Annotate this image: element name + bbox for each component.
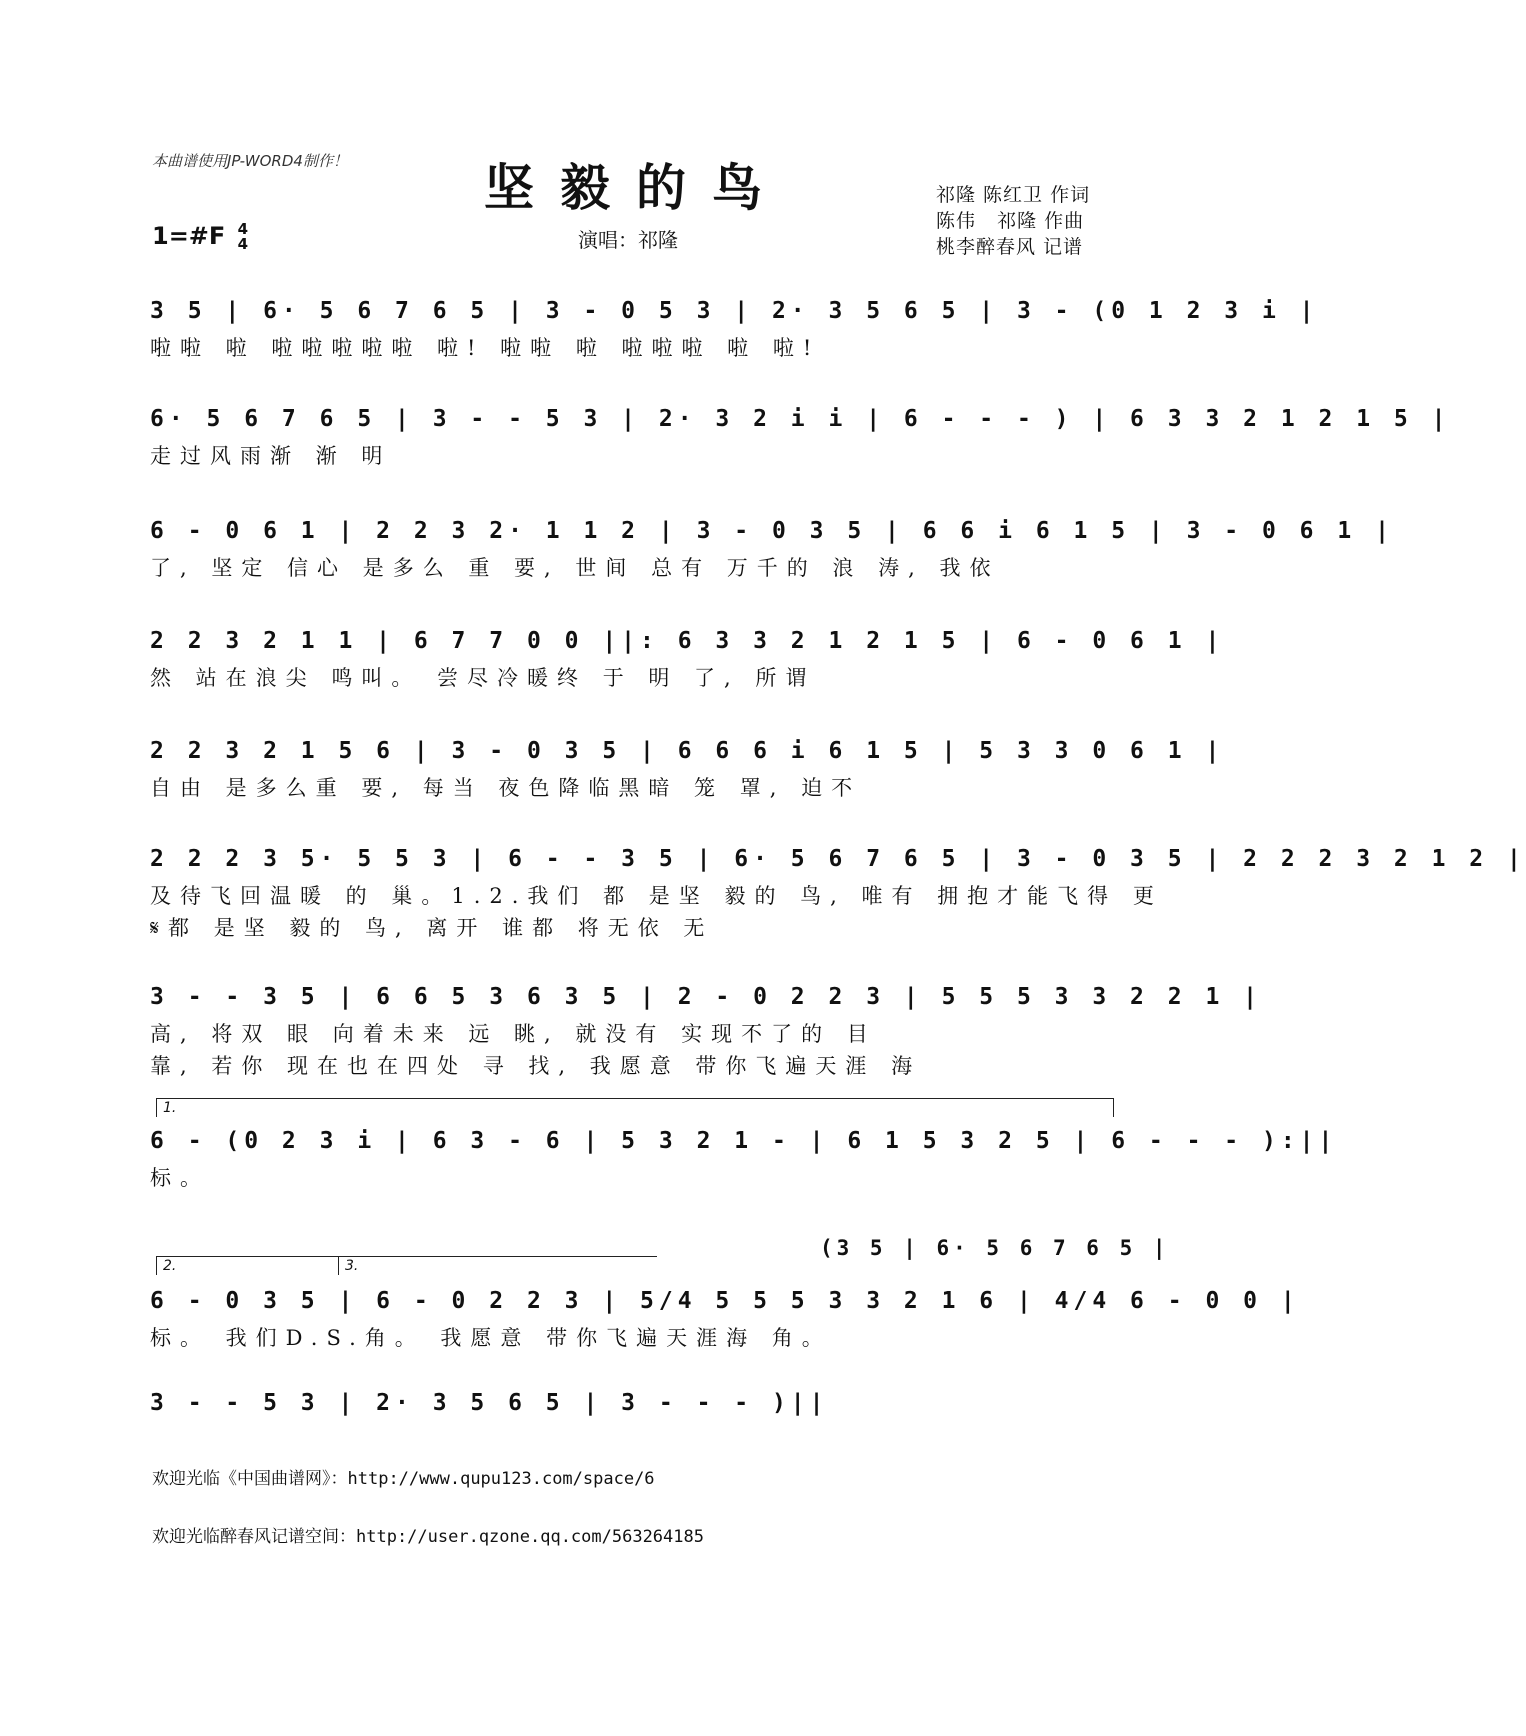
- score-system-8: [150, 1120, 1338, 1194]
- notation-line: 3 - - 3 5 | 6 6 5 3 6 3 5 | 2 - 0 2 2 3 | 5 5 5 3 3 2 2 1 |: [150, 984, 1262, 1010]
- score-system-1: [150, 290, 1319, 364]
- notation-line: 3 - - 5 3 | 2· 3 5 6 5 | 3 - - - )||: [150, 1390, 829, 1416]
- footer-link-qupu[interactable]: 欢迎光临《中国曲谱网》：http://www.qupu123.com/space/6: [152, 1469, 655, 1489]
- score-system-5: [150, 730, 1225, 804]
- score-system-3: [150, 510, 1394, 584]
- cue-notes: (3 5 | 6· 5 6 7 6 5 |: [820, 1236, 1170, 1260]
- notation-line: 6· 5 6 7 6 5 | 3 - - 5 3 | 2· 3 2 i i | 6 - - - ) | 6 3 3 2 1 2 1 5 |: [150, 406, 1451, 432]
- key-label: 1=#F: [152, 222, 226, 250]
- time-signature: [238, 222, 248, 252]
- notation-line: 6 - (0 2 3 i | 6 3 - 6 | 5 3 2 1 - | 6 1 5 3 2 5 | 6 - - - ):||: [150, 1128, 1338, 1154]
- lyricist-credit: 祁隆 陈红卫 作词: [936, 184, 1091, 206]
- score-system-4: [150, 620, 1225, 694]
- lyric-line: 及待飞回温暖 的 巢。1.2.我们 都 是坚 毅的 鸟, 唯有 拥抱才能飞得 更: [150, 884, 1163, 908]
- volta-3-bracket: 3.: [338, 1256, 657, 1275]
- score-system-9: [150, 1280, 1300, 1354]
- lyric-line: 高, 将双 眼 向着未来 远 眺, 就没有 实现不了的 目: [150, 1022, 877, 1046]
- lyric-line: 然 站在浪尖 鸣叫。 尝尽冷暖终 于 明 了, 所谓: [150, 666, 816, 690]
- lyric-line: 啦啦 啦 啦啦啦啦啦 啦! 啦啦 啦 啦啦啦 啦 啦!: [150, 336, 821, 360]
- transcriber-credit: 桃李醉春风 记谱: [936, 236, 1084, 258]
- singer-credit: 演唱：祁隆: [578, 228, 678, 252]
- lyric-line: 自由 是多么重 要, 每当 夜色降临黑暗 笼 罩, 迫不: [150, 776, 862, 800]
- lyric-line: 标。 我们D.S.角。 我愿意 带你飞遍天涯海 角。: [150, 1326, 832, 1350]
- lyric-line-2: 𝄋都 是坚 毅的 鸟, 离开 谁都 将无依 无: [150, 916, 714, 940]
- lyric-line-2: 靠, 若你 现在也在四处 寻 找, 我愿意 带你飞遍天涯 海: [150, 1054, 922, 1078]
- composer-credit: 陈伟 祁隆 作曲: [936, 210, 1085, 232]
- footer-link-qzone[interactable]: 欢迎光临醉春风记谱空间：http://user.qzone.qq.com/563264185: [152, 1527, 704, 1547]
- score-system-7: [150, 976, 1262, 1082]
- lyric-line: 了, 坚定 信心 是多么 重 要, 世间 总有 万千的 浪 涛, 我依: [150, 556, 1000, 580]
- notation-line: 2 2 3 2 1 5 6 | 3 - 0 3 5 | 6 6 6 i 6 1 5 | 5 3 3 0 6 1 |: [150, 738, 1225, 764]
- key-signature: [152, 222, 248, 252]
- notation-line: 3 5 | 6· 5 6 7 6 5 | 3 - 0 5 3 | 2· 3 5 6 5 | 3 - (0 1 2 3 i |: [150, 298, 1319, 324]
- notation-line: 6 - 0 3 5 | 6 - 0 2 2 3 | 5/4 5 5 5 3 3 2 1 6 | 4/4 6 - 0 0 |: [150, 1288, 1300, 1314]
- song-title: 坚毅的鸟: [484, 158, 788, 217]
- volta-2-bracket: 2.: [156, 1256, 339, 1275]
- volta-1-bracket: 1.: [156, 1098, 1114, 1117]
- lyric-line: 标。: [150, 1166, 210, 1190]
- lyric-line: 走过风雨渐 渐 明: [150, 444, 392, 468]
- score-system-10: [150, 1382, 1120, 1424]
- time-signature-top: 4: [237, 220, 249, 238]
- notation-line: 6 - 0 6 1 | 2 2 3 2· 1 1 2 | 3 - 0 3 5 | 6 6 i 6 1 5 | 3 - 0 6 1 |: [150, 518, 1394, 544]
- credits-block: [936, 182, 1090, 260]
- score-system-2: [150, 398, 1451, 472]
- software-note: 本曲谱使用JP-WORD4制作！: [152, 152, 348, 170]
- score-system-6: [150, 838, 1526, 944]
- time-signature-bottom: 4: [237, 235, 249, 253]
- notation-line: 2 2 3 2 1 1 | 6 7 7 0 0 ||: 6 3 3 2 1 2 1 5 | 6 - 0 6 1 |: [150, 628, 1225, 654]
- notation-line: 2 2 2 3 5· 5 5 3 | 6 - - 3 5 | 6· 5 6 7 6 5 | 3 - 0 3 5 | 2 2 2 3 2 1 2 |: [150, 846, 1526, 872]
